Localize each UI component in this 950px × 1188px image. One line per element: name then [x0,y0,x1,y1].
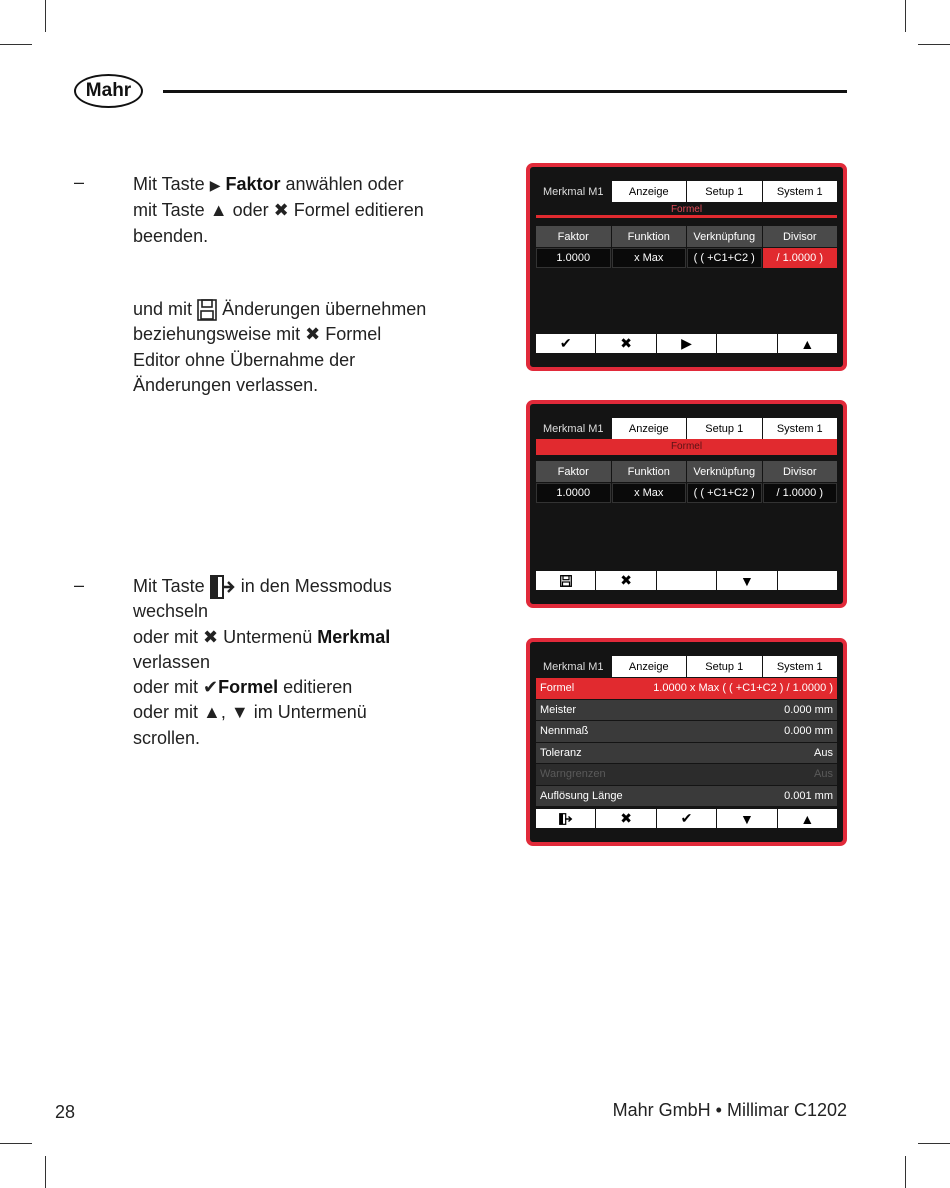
text: im Untermenü [253,702,367,723]
footer-product: Mahr GmbH • Millimar C1202 [612,1100,847,1120]
column-header: Faktor [536,226,611,247]
check-icon: ✔ [680,810,693,826]
page-number: 28 [55,1102,76,1122]
device-screen-2 [526,400,847,608]
text: Formel [325,324,382,345]
close-icon: ✖ [273,200,289,221]
funktion-value[interactable]: x Max [612,483,687,503]
menu-row-meister[interactable] [536,700,837,721]
row-value: Aus [814,768,833,781]
text: scrollen. [133,727,201,748]
save-icon [560,575,572,587]
faktor-term: Faktor [225,174,281,194]
softkey-down[interactable] [717,809,776,828]
row-value: 0.001 mm [784,789,833,802]
divisor-value[interactable]: / 1.0000 ) [763,483,838,503]
text: anwählen oder [285,174,404,194]
play-icon: ▶ [681,335,692,351]
menu-row-toleranz[interactable] [536,743,837,764]
formula-columns [536,461,837,482]
row-label: Formel [540,682,575,695]
row-label: Nennmaß [540,725,589,738]
up-icon: ▲ [209,200,228,221]
row-label: Warngrenzen [540,768,606,781]
down-icon: ▼ [230,702,249,723]
crop-mark [45,0,46,32]
device-screen-1 [526,163,847,371]
crop-mark [918,1143,950,1144]
mahr-logo: Mahr [74,74,143,108]
softkey-empty[interactable] [778,571,837,590]
row-label: Auflösung Länge [540,789,623,802]
text: mit Taste [133,200,205,221]
tab-anzeige[interactable]: Anzeige [612,418,687,439]
tab-setup[interactable]: Setup 1 [687,656,762,677]
exit-icon [210,575,236,599]
text: Editor ohne Übernahme der [133,349,356,370]
close-icon: ✖ [305,324,321,345]
text: oder mit [133,702,199,723]
text: Mit Taste [133,576,205,596]
divisor-value[interactable]: / 1.0000 ) [763,248,838,268]
up-icon: ▲ [800,810,815,827]
column-header: Divisor [763,461,838,482]
text: beziehungsweise mit [133,324,301,345]
tab-merkmal[interactable]: Merkmal M1 [536,418,611,439]
list-dash: – [74,575,85,595]
up-icon: ▲ [203,702,221,723]
formula-columns [536,226,837,247]
close-icon: ✖ [203,626,219,647]
softkey-bar [536,334,837,353]
softkey-bar [536,809,837,828]
tab-bar [536,418,837,439]
formula-title: Formel [536,204,837,218]
play-icon: ▶ [209,177,221,193]
tab-setup[interactable]: Setup 1 [687,418,762,439]
crop-mark [0,1143,32,1144]
faktor-value[interactable]: 1.0000 [536,483,611,503]
softkey-check[interactable] [657,809,716,828]
column-header: Verknüpfung [687,461,762,482]
formula-values [536,248,837,268]
tab-system[interactable]: System 1 [763,656,838,677]
tab-bar [536,656,837,677]
menu-row-warngrenzen [536,764,837,785]
softkey-exit[interactable] [536,809,595,828]
crop-mark [45,1156,46,1188]
row-value: 0.000 mm [784,725,833,738]
text: in den Messmodus [240,576,392,596]
exit-icon [559,813,573,825]
row-value: 1.0000 x Max ( ( +C1+C2 ) / 1.0000 ) [653,682,833,695]
text: oder [232,200,269,221]
formula-values [536,483,837,503]
text: Änderungen übernehmen [222,299,427,319]
text: oder mit [133,626,199,647]
text: Änderungen verlassen. [133,374,319,395]
tab-setup[interactable]: Setup 1 [687,181,762,202]
softkey-save[interactable] [536,571,595,590]
merkmal-term: Merkmal [317,626,391,647]
formel-term: Formel [218,677,279,698]
funktion-value[interactable]: x Max [612,248,687,268]
text: wechseln [133,601,209,622]
column-header: Verknüpfung [687,226,762,247]
tab-merkmal[interactable]: Merkmal M1 [536,181,611,202]
softkey-up[interactable] [778,809,837,828]
faktor-value[interactable]: 1.0000 [536,248,611,268]
down-icon: ▼ [739,810,754,827]
row-value: Aus [814,746,833,759]
device-screen-3 [526,638,847,846]
submenu-list [536,678,837,806]
softkey-bar [536,571,837,590]
header-rule [163,90,847,93]
crop-mark [918,44,950,45]
softkey-close[interactable] [596,809,655,828]
close-icon: ✖ [620,572,632,588]
menu-row-formel[interactable] [536,678,837,699]
row-value: 0.000 mm [784,703,833,716]
instruction-block-1 [133,172,463,249]
tab-system[interactable]: System 1 [763,418,838,439]
crop-mark [0,44,32,45]
tab-anzeige[interactable]: Anzeige [612,181,687,202]
softkey-up[interactable] [778,334,837,353]
save-icon [197,299,217,321]
down-icon: ▼ [739,572,754,589]
verknuepfung-value[interactable]: ( ( +C1+C2 ) [687,248,762,268]
row-label: Toleranz [540,746,582,759]
softkey-down[interactable] [717,571,776,590]
text: beenden. [133,225,209,246]
check-icon: ✔ [203,677,219,698]
text: , [220,702,226,723]
instruction-block-3 [133,574,463,751]
text: Formel editieren [293,200,424,221]
tab-merkmal[interactable]: Merkmal M1 [536,656,611,677]
softkey-empty[interactable] [717,334,776,353]
column-header: Funktion [612,226,687,247]
text: Untermenü [223,626,313,647]
column-header: Faktor [536,461,611,482]
menu-row-nennmass[interactable] [536,721,837,742]
softkey-right[interactable] [657,334,716,353]
row-label: Meister [540,703,577,716]
close-icon: ✖ [620,335,632,351]
check-icon: ✔ [559,335,572,351]
close-icon: ✖ [620,810,632,826]
softkey-close[interactable] [596,334,655,353]
softkey-empty[interactable] [657,571,716,590]
tab-bar [536,181,837,202]
list-dash: – [74,172,85,192]
text: Mit Taste [133,174,205,194]
tab-anzeige[interactable]: Anzeige [612,656,687,677]
crop-mark [905,0,906,32]
crop-mark [905,1156,906,1188]
softkey-close[interactable] [596,571,655,590]
softkey-check[interactable] [536,334,595,353]
verknuepfung-value[interactable]: ( ( +C1+C2 ) [687,483,762,503]
text: editieren [283,677,353,698]
instruction-block-2 [133,297,463,398]
menu-row-aufloesung[interactable] [536,786,837,807]
formula-title[interactable]: Formel [536,439,837,455]
up-icon: ▲ [800,335,815,352]
column-header: Funktion [612,461,687,482]
column-header: Divisor [763,226,838,247]
tab-system[interactable]: System 1 [763,181,838,202]
text: oder mit [133,677,199,698]
text: und mit [133,299,193,319]
text: verlassen [133,651,211,672]
